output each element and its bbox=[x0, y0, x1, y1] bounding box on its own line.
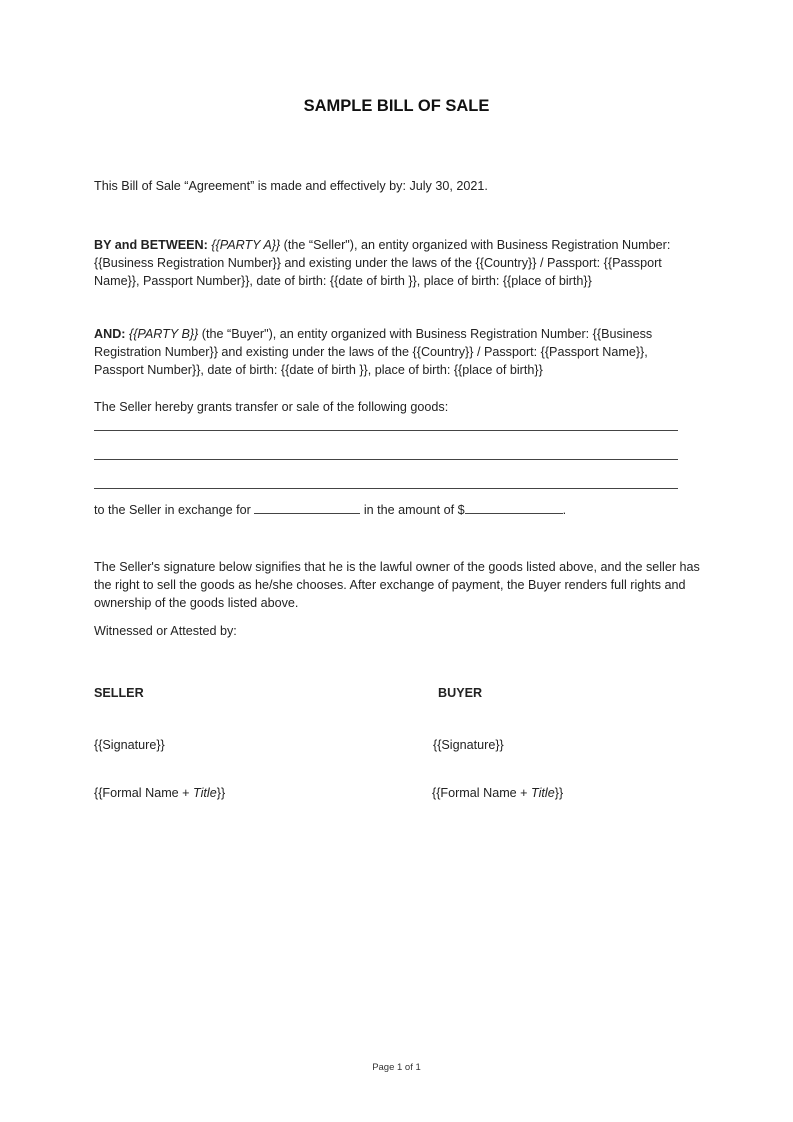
and-label: AND: bbox=[94, 327, 126, 341]
party-b-placeholder: {{PARTY B}} bbox=[128, 327, 199, 341]
buyer-signature: {{Signature}} bbox=[433, 738, 504, 752]
buyer-name-suffix: }} bbox=[554, 786, 564, 800]
exchange-item-blank[interactable] bbox=[254, 500, 360, 514]
buyer-party-paragraph bbox=[94, 325, 700, 379]
goods-line-3[interactable] bbox=[94, 488, 678, 489]
buyer-party-details: (the “Buyer"), an entity organized with Business Registration Number: {{Business Registration Number}} and existing under the laws of the {{Country}} / Passport: {{Passport Name}}, Passport Number}}, date of birth: {{date of birth }}, place of birth: {{place of birth}} bbox=[94, 327, 653, 377]
seller-formal-name bbox=[94, 784, 225, 802]
seller-party-details: (the “Seller"), an entity organized with Business Registration Number: {{Business Registration Number}} and existing under the laws of the {{Country}} / Passport: {{Passport Name}}, Passport Number}}, date of birth: {{date of birth }}, place of birth: {{place of birth}} bbox=[94, 238, 671, 288]
buyer-formal-name bbox=[432, 784, 563, 802]
goods-line-1[interactable] bbox=[94, 430, 678, 431]
party-a-placeholder: {{PARTY A}} bbox=[211, 238, 281, 252]
exchange-middle: in the amount of $ bbox=[360, 503, 465, 517]
buyer-heading: BUYER bbox=[438, 686, 483, 700]
document-title: SAMPLE BILL OF SALE bbox=[303, 97, 490, 115]
exchange-paragraph bbox=[94, 500, 700, 519]
intro-paragraph: This Bill of Sale “Agreement” is made and effectively by: July 30, 2021. bbox=[94, 179, 488, 193]
page-number: Page 1 of 1 bbox=[372, 1062, 421, 1073]
seller-name-title: Title bbox=[193, 786, 217, 800]
exchange-prefix: to the Seller in exchange for bbox=[94, 503, 255, 517]
ownership-paragraph: The Seller's signature below signifies that he is the lawful owner of the goods listed above, and the seller has the right to sell the goods as he/she chooses. After exchange of payment, the Buyer renders full rights and ownership of the goods listed above. bbox=[94, 560, 700, 610]
witness-label: Witnessed or Attested by: bbox=[94, 624, 237, 638]
exchange-suffix: . bbox=[562, 503, 567, 517]
seller-name-suffix: }} bbox=[216, 786, 226, 800]
goods-heading: The Seller hereby grants transfer or sale of the following goods: bbox=[94, 400, 449, 414]
by-between-label: BY and BETWEEN: bbox=[94, 238, 208, 252]
seller-name-prefix: {{Formal Name + bbox=[94, 786, 194, 800]
seller-party-paragraph bbox=[94, 236, 700, 290]
buyer-name-title: Title bbox=[531, 786, 555, 800]
seller-heading: SELLER bbox=[94, 686, 144, 700]
goods-line-2[interactable] bbox=[94, 459, 678, 460]
buyer-name-prefix: {{Formal Name + bbox=[432, 786, 532, 800]
amount-blank[interactable] bbox=[465, 500, 563, 514]
seller-signature: {{Signature}} bbox=[94, 738, 165, 752]
